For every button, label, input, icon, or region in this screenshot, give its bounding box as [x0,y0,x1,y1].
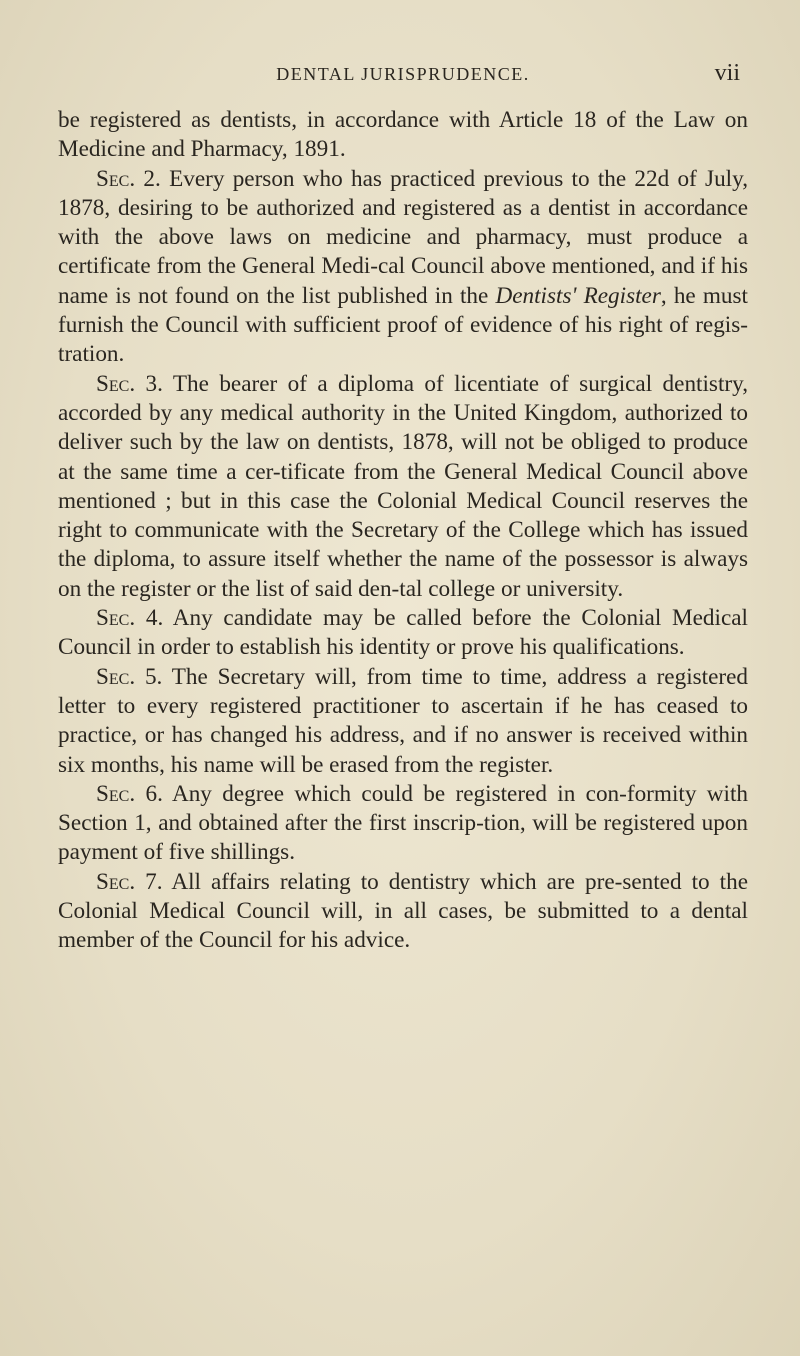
paragraph-continued [58,106,748,165]
section-label: Sec. 6. [96,780,163,807]
paragraph-text: The bearer of a diploma of licentiate of surgical dentistry, accorded by any medical authority in the United Kingdom, authorized to deliver such by the law on dentists, 1878, will not be obliged to produce at the same time a cer-tificate from the General Medical Council above mentioned ; but in this case the Colonial Medical Council reserves the right to communicate with the Secretary of the College which has issued the diploma, to assure itself whether the name of the possessor is always on the register or the list of said den-tal college or university. [58,370,748,602]
register-title-italic: Dentists' Register [495,282,661,309]
page-number: vii [714,60,740,86]
section-label: Sec. 5. [96,663,163,690]
paragraph-text-after: , he must furnish the Council with sufficient proof of evidence of his right of regis-tration. [58,282,748,368]
paragraph-sec-2 [58,165,748,370]
body-text [58,106,748,956]
paragraph-text: be registered as dentists, in accordance with Article 18 of the Law on Medicine and Pharmacy, 1891. [58,107,748,163]
paragraph-text: Every person who has practiced previous to the 22d of July, 1878, desiring to be authorized and registered as a dentist in accordance with the above laws on medicine and pharmacy, must produce a certificate from the General Medi-cal Council above mentioned, and if his name is not found on the list published in the [58,165,748,309]
paragraph-sec-3 [58,370,748,604]
paragraph-sec-4 [58,604,748,663]
paragraph-text: All affairs relating to dentistry which are pre-sented to the Colonial Medical Council will, in all cases, be submitted to a dental member of the Council for his advice. [58,868,749,954]
paragraph-sec-7 [58,868,748,956]
paragraph-text: The Secretary will, from time to time, address a registered letter to every registered practitioner to ascertain if he has ceased to practice, or has changed his address, and if no answer is received within six months, his name will be erased from the register. [58,663,749,778]
section-label: Sec. 2. [96,165,161,192]
paragraph-text: Any degree which could be registered in con-formity with Section 1, and obtained after the first inscrip-tion, will be registered upon payment of five shillings. [58,780,748,866]
running-header [58,62,748,92]
section-label: Sec. 3. [96,370,163,397]
section-label: Sec. 4. [96,605,164,632]
section-label: Sec. 7. [96,868,163,895]
paragraph-sec-6 [58,780,748,868]
paragraph-text: Any candidate may be called before the Colonial Medical Council in order to establish his identity or prove his qualifications. [58,605,748,661]
paragraph-sec-5 [58,663,748,780]
running-title: DENTAL JURISPRUDENCE. [276,64,530,84]
